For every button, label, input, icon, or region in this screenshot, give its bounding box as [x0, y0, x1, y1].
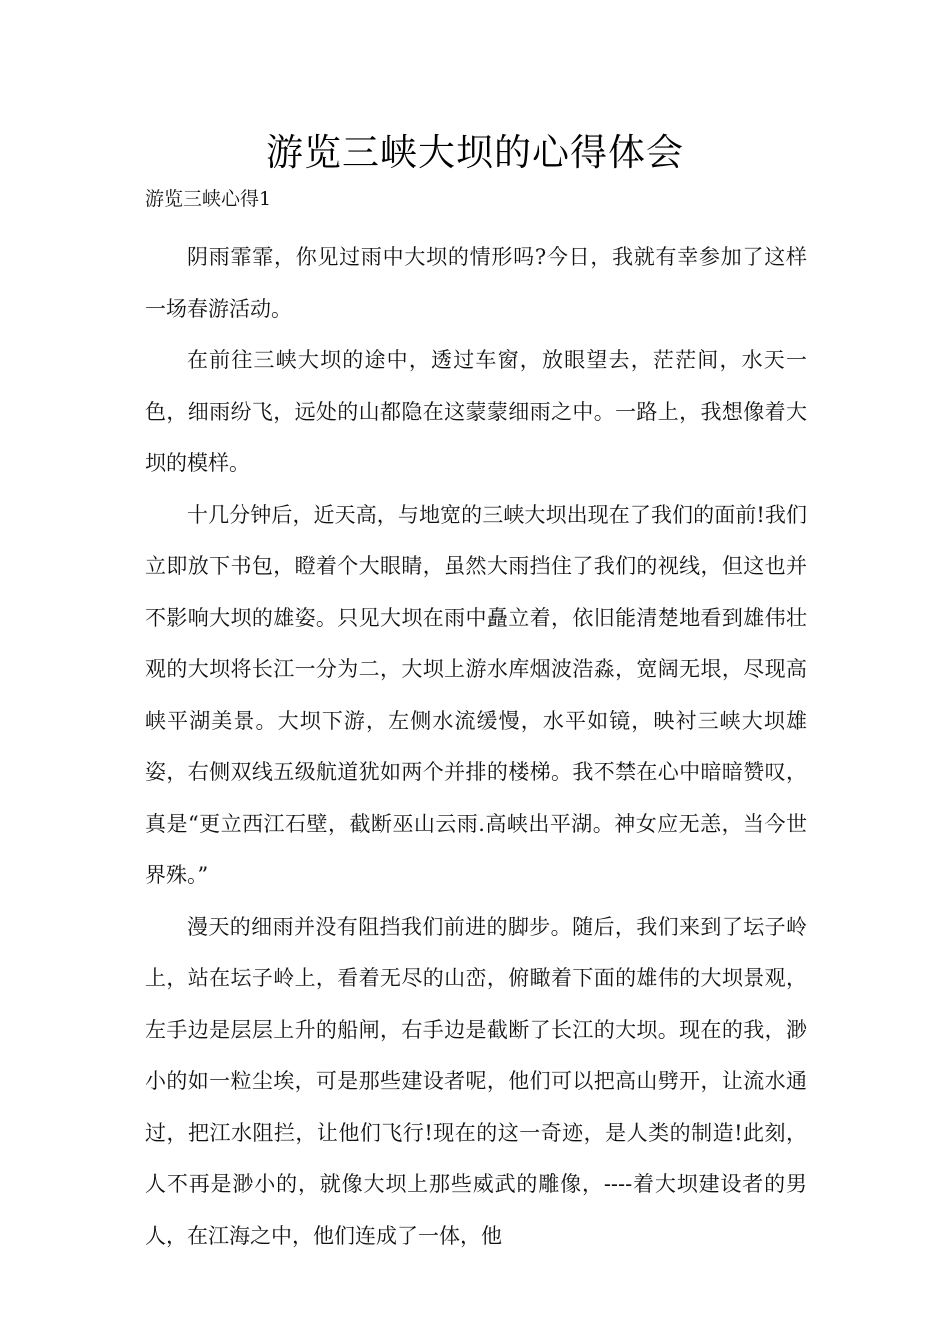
document-subtitle: 游览三峡心得1	[145, 188, 272, 210]
document-title: 游览三峡大坝的心得体会	[266, 131, 684, 174]
document-body	[145, 232, 807, 1262]
paragraph: 漫天的细雨并没有阻挡我们前进的脚步。随后，我们来到了坛子岭上，站在坛子岭上，看着无尽的山峦，俯瞰着下面的雄伟的大坝景观，左手边是层层上升的船闸，右手边是截断了长江的大坝。现在的我，渺小的如一粒尘埃，可是那些建设者呢，他们可以把高山劈开，让流水通过，把江水阻拦，让他们飞行!现在的这一奇迹，是人类的制造!此刻，人不再是渺小的，就像大坝上那些威武的雕像，----着大坝建设者的男人，在江海之中，他们连成了一体，他	[145, 914, 807, 1248]
paragraph: 阴雨霏霏，你见过雨中大坝的情形吗?今日，我就有幸参加了这样一场春游活动。	[145, 245, 807, 321]
paragraph: 十几分钟后，近天高，与地宽的三峡大坝出现在了我们的面前!我们立即放下书包，瞪着个大眼睛，虽然大雨挡住了我们的视线，但这也并不影响大坝的雄姿。只见大坝在雨中矗立着，依旧能清楚地看到雄伟壮观的大坝将长江一分为二，大坝上游水库烟波浩淼，宽阔无垠，尽现高峡平湖美景。大坝下游，左侧水流缓慢，水平如镜，映衬三峡大坝雄姿，右侧双线五级航道犹如两个并排的楼梯。我不禁在心中暗暗赞叹，真是“更立西江石壁，截断巫山云雨.高峡出平湖。神女应无恙，当今世界殊。”	[145, 502, 807, 887]
paragraph: 在前往三峡大坝的途中，透过车窗，放眼望去，茫茫间，水天一色，细雨纷飞，远处的山都隐在这蒙蒙细雨之中。一路上，我想像着大坝的模样。	[145, 348, 807, 475]
